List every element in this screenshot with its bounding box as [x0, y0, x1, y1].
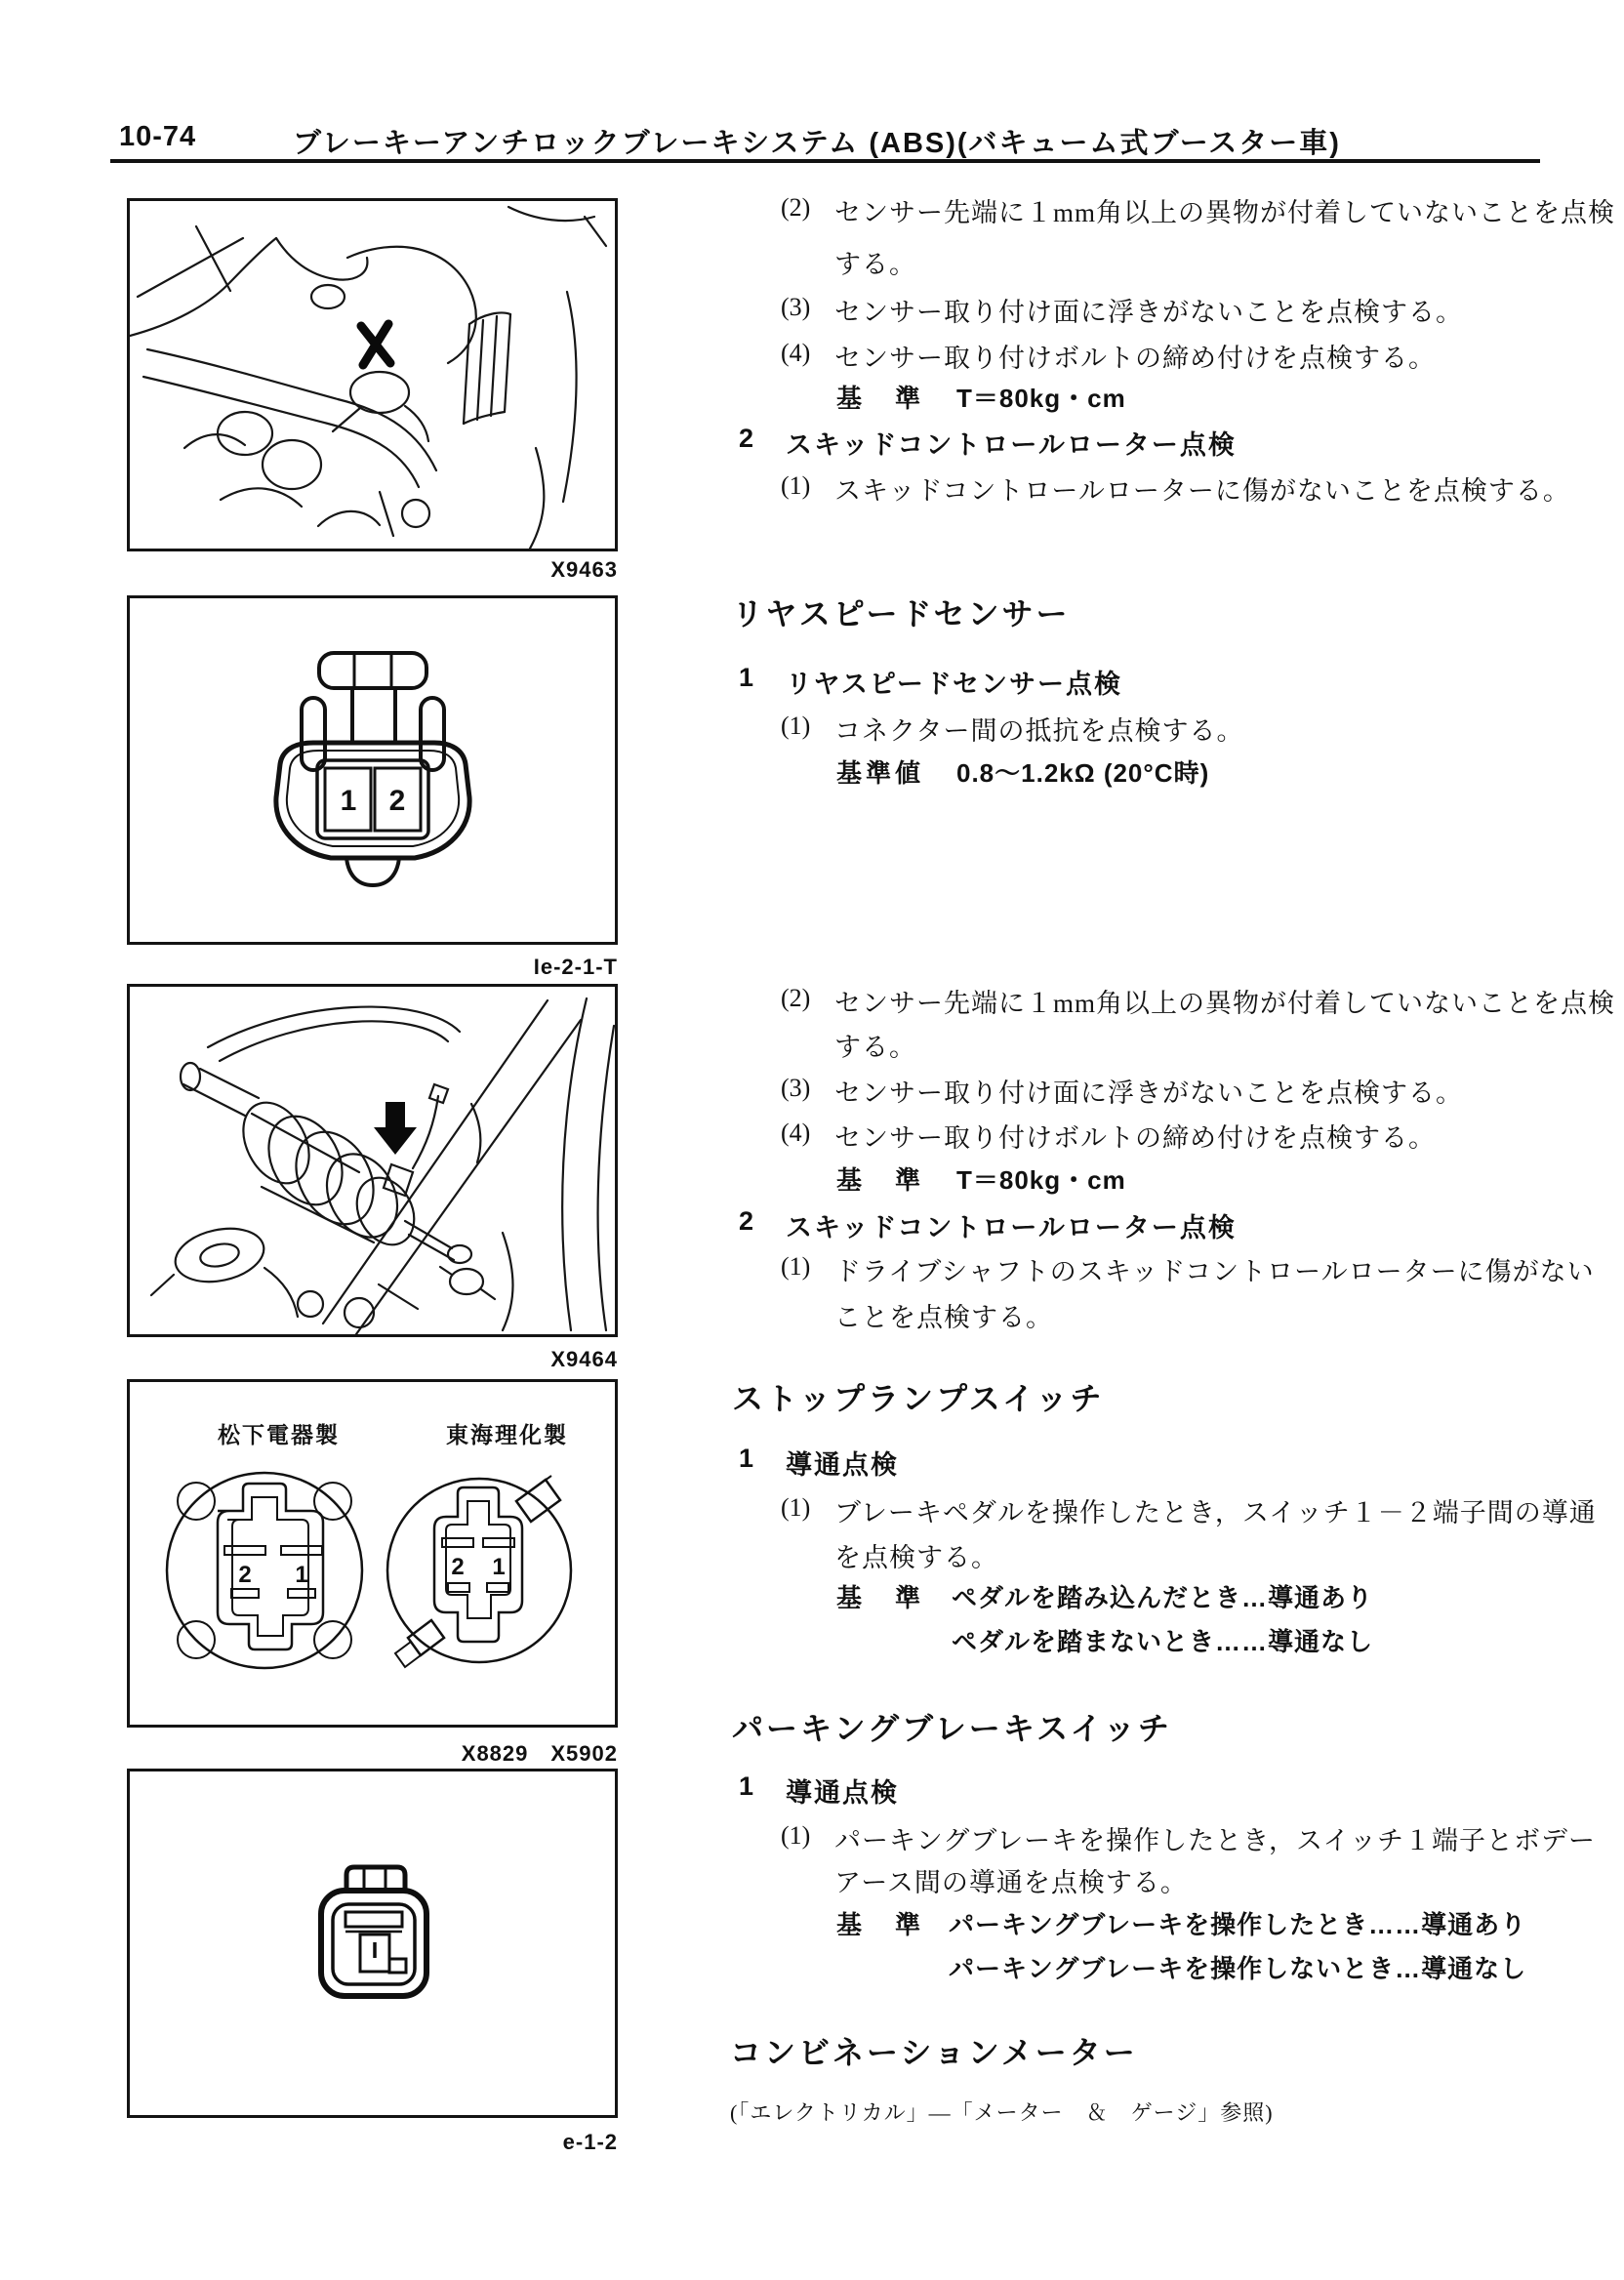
park-spec-label: 基 準 [836, 1910, 925, 1939]
section-heading-rear-speed-sensor: リヤスピードセンサー [732, 596, 1071, 631]
connector-terminal-1-label: 1 [340, 785, 357, 817]
park-item1-line2: アース間の導通を点検する。 [834, 1868, 1188, 1897]
stop-item1-number: (1) [781, 1493, 811, 1522]
section-heading-stop-lamp-switch: ストップランプスイッチ [732, 1381, 1105, 1416]
rear-step2-title: スキッドコントロールローター点検 [786, 1213, 1237, 1242]
rear-item2-line1: センサー先端に１mm角以上の異物が付着していないことを点検 [834, 989, 1616, 1018]
left-connector-terminal-1: 1 [295, 1562, 308, 1588]
rear-step2-item-line1: ドライブシャフトのスキッドコントロールローターに傷がない [834, 1257, 1595, 1286]
rear-item3-number: (3) [781, 1074, 811, 1102]
page-header-title: ブレーキーアンチロックブレーキシステム (ABS)(バキューム式ブースター車) [293, 128, 1341, 159]
park-spec-value2: パーキングブレーキを操作しないとき…導通なし [949, 1954, 1527, 1983]
rear-item3-text: センサー取り付け面に浮きがないことを点検する。 [834, 1079, 1463, 1108]
front-item2-line2: する。 [834, 250, 916, 279]
figure-codes-x8829-x5902: X8829 X5902 [461, 1741, 618, 1766]
figure-driveshaft-sensor [127, 984, 618, 1337]
rear-item2-line2: する。 [834, 1033, 916, 1062]
stop-step1-number: 1 [739, 1444, 754, 1473]
right-connector-terminal-1: 1 [492, 1554, 506, 1580]
front-item3-text: センサー取り付け面に浮きがないことを点検する。 [834, 298, 1463, 327]
park-item1-number: (1) [781, 1821, 811, 1850]
rear-spec1-label: 基準値 [836, 758, 925, 788]
front-item4-text: センサー取り付けボルトの締め付けを点検する。 [834, 344, 1436, 373]
rear-item2-number: (2) [781, 984, 811, 1012]
header-rule [110, 159, 1540, 163]
park-step1-number: 1 [739, 1771, 754, 1801]
park-step1-title: 導通点検 [786, 1778, 899, 1808]
rear-step2-number: 2 [739, 1206, 754, 1236]
sensor-location-x-mark [361, 324, 390, 365]
rear-item4-text: センサー取り付けボルトの締め付けを点検する。 [834, 1123, 1436, 1153]
figure-parking-brake-connector [127, 1769, 618, 2118]
figure-rear-sensor-connector [127, 595, 618, 945]
rear-spec1-value: 0.8～1.2kΩ (20°C時) [956, 758, 1210, 788]
front-spec-value: T＝80kg・cm [956, 384, 1126, 413]
rear-step2-item-number: (1) [781, 1252, 811, 1281]
front-speed-sensor-illustration [130, 201, 615, 549]
park-spec-value1: パーキングブレーキを操作したとき……導通あり [949, 1910, 1527, 1939]
stop-spec-value2: ペダルを踏まないとき……導通なし [952, 1627, 1374, 1656]
parking-connector-illustration [130, 1771, 615, 2115]
maker-label-matsushita: 松下電器製 [218, 1422, 340, 1447]
figure-code-x9464: X9464 [550, 1347, 618, 1371]
figure-front-speed-sensor [127, 198, 618, 551]
rear-spec2-value: T＝80kg・cm [956, 1165, 1126, 1195]
connector-terminal-2-label: 2 [388, 785, 406, 817]
front-item2-line1: センサー先端に１mm角以上の異物が付着していないことを点検 [834, 198, 1616, 227]
left-connector-terminal-2: 2 [238, 1562, 252, 1588]
two-pin-connector-illustration [130, 598, 615, 942]
stop-item1-line2: を点検する。 [834, 1543, 998, 1572]
front-item3-number: (3) [781, 293, 811, 321]
front-step2-title: スキッドコントロールローター点検 [786, 430, 1237, 460]
rear-step1-number: 1 [739, 663, 754, 692]
rear-item1-number: (1) [781, 712, 811, 740]
stop-spec-value1: ペダルを踏み込んだとき…導通あり [952, 1583, 1374, 1612]
stop-item1-line1: ブレーキペダルを操作したとき，スイッチ１－２端子間の導通 [834, 1498, 1597, 1527]
front-step2-number: 2 [739, 424, 754, 453]
sensor-location-arrow [374, 1102, 417, 1155]
rear-spec2-label: 基 準 [836, 1165, 925, 1195]
driveshaft-illustration [130, 987, 615, 1334]
right-connector-terminal-2: 2 [451, 1554, 465, 1580]
figure-code-x9463: X9463 [550, 557, 618, 582]
rear-step1-title: リヤスピードセンサー点検 [786, 670, 1123, 699]
park-item1-line1: パーキングブレーキを操作したとき，スイッチ１端子とボデー [834, 1826, 1596, 1855]
front-item2-number: (2) [781, 193, 811, 222]
section-heading-parking-brake-switch: パーキングブレーキスイッチ [732, 1711, 1172, 1746]
section-heading-combination-meter: コンビネーションメーター [730, 2035, 1138, 2070]
figure-code-e-1-2: e-1-2 [562, 2130, 618, 2154]
combination-meter-reference-note: (「エレクトリカル」―「メーター ＆ ゲージ」参照) [730, 2100, 1274, 2125]
rear-item1-text: コネクター間の抵抗を点検する。 [834, 716, 1244, 746]
rear-item4-number: (4) [781, 1119, 811, 1147]
rear-step2-item-line2: ことを点検する。 [834, 1303, 1053, 1332]
maker-label-tokai-rika: 東海理化製 [446, 1422, 568, 1447]
front-spec-label: 基 準 [836, 384, 925, 413]
figure-stoplamp-connectors [127, 1379, 618, 1728]
figure-code-ie-2-1-t: Ie-2-1-T [533, 955, 618, 979]
stop-step1-title: 導通点検 [786, 1450, 899, 1480]
front-item4-number: (4) [781, 339, 811, 367]
front-step2-item-text: スキッドコントロールローターに傷がないことを点検する。 [834, 476, 1570, 506]
stop-spec-label: 基 準 [836, 1583, 925, 1612]
page-number: 10-74 [119, 121, 197, 152]
front-step2-item-number: (1) [781, 471, 811, 500]
